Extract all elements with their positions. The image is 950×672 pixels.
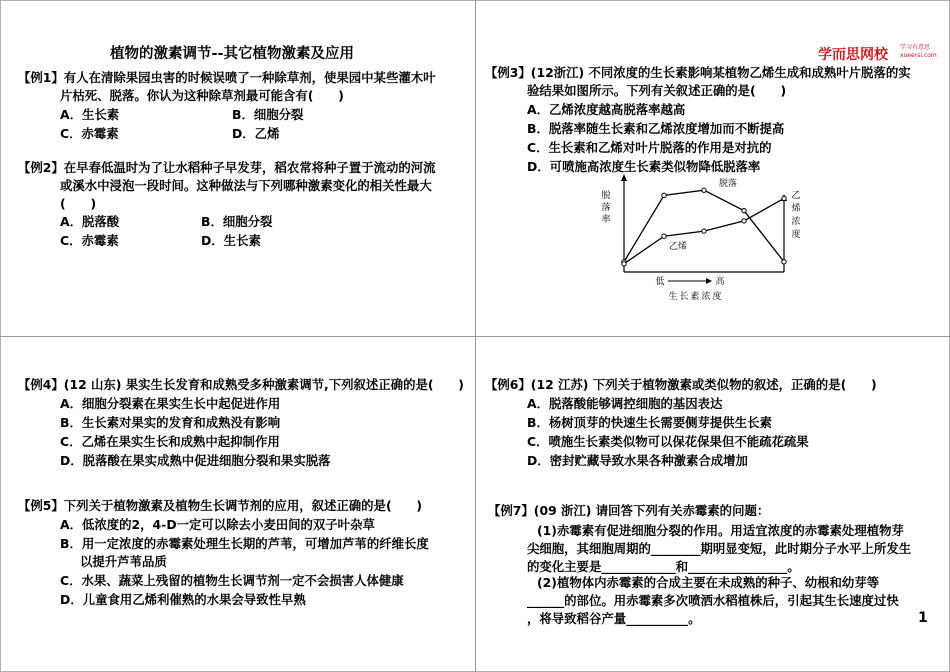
- y-left-label-char: 脱: [601, 191, 611, 201]
- x-low-label: 低: [655, 277, 665, 287]
- q6-option-b: B．杨树顶芽的快速生长需要侧芽提供生长素: [527, 415, 772, 430]
- data-point-0-4: [782, 260, 786, 264]
- q2-line2: 或溪水中浸泡一段时间。这种做法与下列哪种激素变化的相关性最大: [60, 178, 432, 193]
- q2-line3: ( ): [60, 196, 97, 211]
- series-label-ethylene: 乙烯: [668, 242, 688, 253]
- q6-line1: 【例6】(12 江苏) 下列关于植物激素或类似物的叙述，正确的是( ): [485, 377, 877, 392]
- y-axis-left-arrow: [621, 174, 627, 181]
- data-point-1-2: [702, 229, 706, 233]
- q2-option-a: A．脱落酸: [60, 214, 120, 229]
- q3-line2: 验结果如图所示。下列有关叙述正确的是( ): [527, 83, 787, 98]
- q1-option-d: D．乙烯: [232, 126, 280, 141]
- q7-p2-line3: ，将导致稻谷产量__________。: [527, 611, 701, 626]
- q3-label: 【例3】: [485, 65, 531, 80]
- data-point-0-2: [702, 188, 706, 192]
- q2-label: 【例2】: [18, 160, 64, 175]
- y-right-label-char: 乙: [791, 191, 801, 201]
- q7-p1-line1: (1)赤霉素有促进细胞分裂的作用。用适宜浓度的赤霉素处理植物芽: [537, 523, 904, 538]
- y-left-label-char: 率: [601, 215, 611, 225]
- q1-option-a: A．生长素: [60, 107, 120, 122]
- data-point-1-1: [662, 234, 666, 238]
- data-point-1-4: [782, 196, 786, 200]
- q4-option-b: B．生长素对果实的发育和成熟没有影响: [60, 415, 281, 430]
- series-label-abscission: 脱落: [718, 179, 738, 190]
- q7-p2-line2: ______的部位。用赤霉素多次喷洒水稻植株后，引起其生长速度过快: [527, 593, 899, 608]
- q3-option-b: B．脱落率随生长素和乙烯浓度增加而不断提高: [527, 121, 785, 136]
- q5-option-b: B．用一定浓度的赤霉素处理生长期的芦苇，可增加芦苇的纤维长度: [60, 536, 429, 551]
- x-axis-label: 生长素浓度: [668, 292, 724, 302]
- logo-url: xueersi.com: [900, 52, 937, 59]
- q4-option-d: D．脱落酸在果实成熟中促进细胞分裂和果实脱落: [60, 453, 331, 468]
- x-high-label: 高: [715, 277, 725, 287]
- y-right-label-char: 烯: [791, 204, 801, 214]
- logo-name: 学而思网校: [818, 47, 888, 63]
- q6-label: 【例6】: [485, 377, 531, 392]
- q4-label: 【例4】: [18, 377, 64, 392]
- q5-option-b-cont: 以提升芦苇品质: [80, 554, 167, 569]
- q4-option-c: C．乙烯在果实生长和成熟中起抑制作用: [60, 434, 280, 449]
- q1-label: 【例1】: [18, 70, 64, 85]
- data-point-0-3: [742, 208, 746, 212]
- q6-option-d: D．密封贮藏导致水果各种激素合成增加: [527, 453, 748, 468]
- q2-option-b: B．细胞分裂: [201, 214, 273, 229]
- q5-option-c: C．水果、蔬菜上残留的植物生长调节剂一定不会损害人体健康: [60, 573, 404, 588]
- series-line-0: [624, 190, 784, 262]
- q3-option-c: C．生长素和乙烯对叶片脱落的作用是对抗的: [527, 140, 772, 155]
- auxin-chart: [598, 172, 813, 304]
- data-point-0-1: [662, 193, 666, 197]
- q3-option-a: A．乙烯浓度越高脱落率越高: [527, 102, 686, 117]
- q7-p1-line3: 的变化主要是____________和________________。: [527, 559, 800, 574]
- q1-line2: 片枯死、脱落。你认为这种除草剂最可能含有( ): [60, 88, 344, 103]
- q4-option-a: A．细胞分裂素在果实生长中起促进作用: [60, 396, 281, 411]
- data-point-1-3: [742, 219, 746, 223]
- horizontal-divider: [0, 336, 950, 337]
- q1-line1: 【例1】有人在清除果园虫害的时候误喷了一种除草剂，使果园中某些灌木叶: [18, 70, 436, 85]
- q1-option-b: B．细胞分裂: [232, 107, 304, 122]
- q1-option-c: C．赤霉素: [60, 126, 119, 141]
- y-left-label-char: 落: [601, 203, 611, 213]
- brand-logo: [818, 44, 937, 64]
- q7-label: 【例7】: [488, 503, 534, 518]
- q2-option-d: D．生长素: [201, 233, 261, 248]
- q3-option-d: D．可喷施高浓度生长素类似物降低脱落率: [527, 159, 761, 174]
- q5-option-a: A．低浓度的2，4-D一定可以除去小麦田间的双子叶杂草: [60, 517, 375, 532]
- q3-line1: 【例3】(12浙江) 不同浓度的生长素影响某植物乙烯生成和成熟叶片脱落的实: [485, 65, 911, 80]
- q2-option-c: C．赤霉素: [60, 233, 119, 248]
- q2-line1: 【例2】在早春低温时为了让水稻种子早发芽，稻农常将种子置于流动的河流: [18, 160, 436, 175]
- y-right-label-char: 浓: [791, 217, 801, 227]
- q7-line1: 【例7】(09 浙江) 请回答下列有关赤霉素的问题：: [488, 503, 770, 518]
- q5-option-d: D．儿童食用乙烯利催熟的水果会导致性早熟: [60, 592, 306, 607]
- x-direction-arrowhead: [706, 278, 712, 284]
- q6-option-a: A．脱落酸能够调控细胞的基因表达: [527, 396, 723, 411]
- q7-p1-line2: 尖细胞，其细胞周期的________期明显变短，此时期分子水平上所发生: [527, 541, 912, 556]
- q5-line1: 【例5】下列关于植物激素及植物生长调节剂的应用，叙述正确的是( ): [18, 498, 423, 513]
- q5-label: 【例5】: [18, 498, 64, 513]
- q4-line1: 【例4】(12 山东) 果实生长发育和成熟受多种激素调节,下列叙述正确的是( ): [18, 377, 464, 392]
- q6-option-c: C．喷施生长素类似物可以保花保果但不能疏花疏果: [527, 434, 809, 449]
- data-point-1-0: [622, 262, 626, 266]
- y-right-label-char: 度: [791, 230, 801, 240]
- q7-p2-line1: (2)植物体内赤霉素的合成主要在未成熟的种子、幼根和幼芽等: [537, 575, 880, 590]
- logo-tagline: 学习有意思: [900, 44, 931, 51]
- page-title: 植物的激素调节--其它植物激素及应用: [110, 46, 355, 62]
- page-number: 1: [918, 610, 928, 626]
